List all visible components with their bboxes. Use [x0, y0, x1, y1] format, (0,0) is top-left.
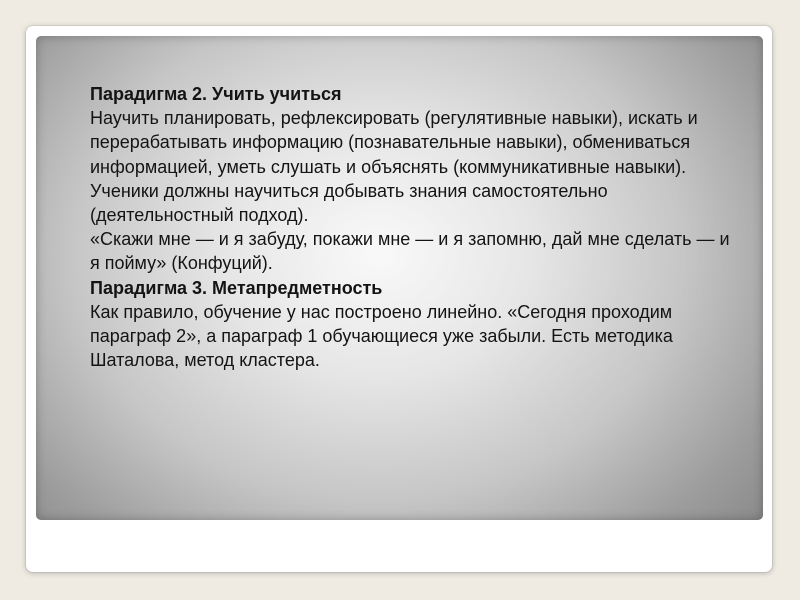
heading-paradigm-3: Парадигма 3. Метапредметность — [90, 277, 383, 298]
paragraph-self-learning: Ученики должны научиться добывать знания самостоятельно (деятельностный подход). — [90, 180, 608, 226]
content-panel — [36, 36, 763, 520]
paragraph-linear-learning: Как правило, обучение у нас построено линейно. «Сегодня проходим параграф 2», а параграф 1 обучающиеся уже забыли. Есть методика Шаталова, метод кластера. — [90, 301, 673, 371]
paragraph-skills: Научить планировать, рефлексировать (регулятивные навыки), искать и перерабатывать информацию (познавательные навыки), обмениваться информацией, уметь слушать и объяснять (коммуникативные навыки). — [90, 108, 698, 177]
slide-card — [26, 26, 772, 572]
heading-paradigm-2: Парадигма 2. Учить учиться — [90, 84, 342, 104]
confucius-quote: «Скажи мне — и я забуду, покажи мне — и я запомню, дай мне сделать — и я пойму» (Конфуций). — [90, 229, 730, 274]
slide-text — [90, 82, 730, 372]
